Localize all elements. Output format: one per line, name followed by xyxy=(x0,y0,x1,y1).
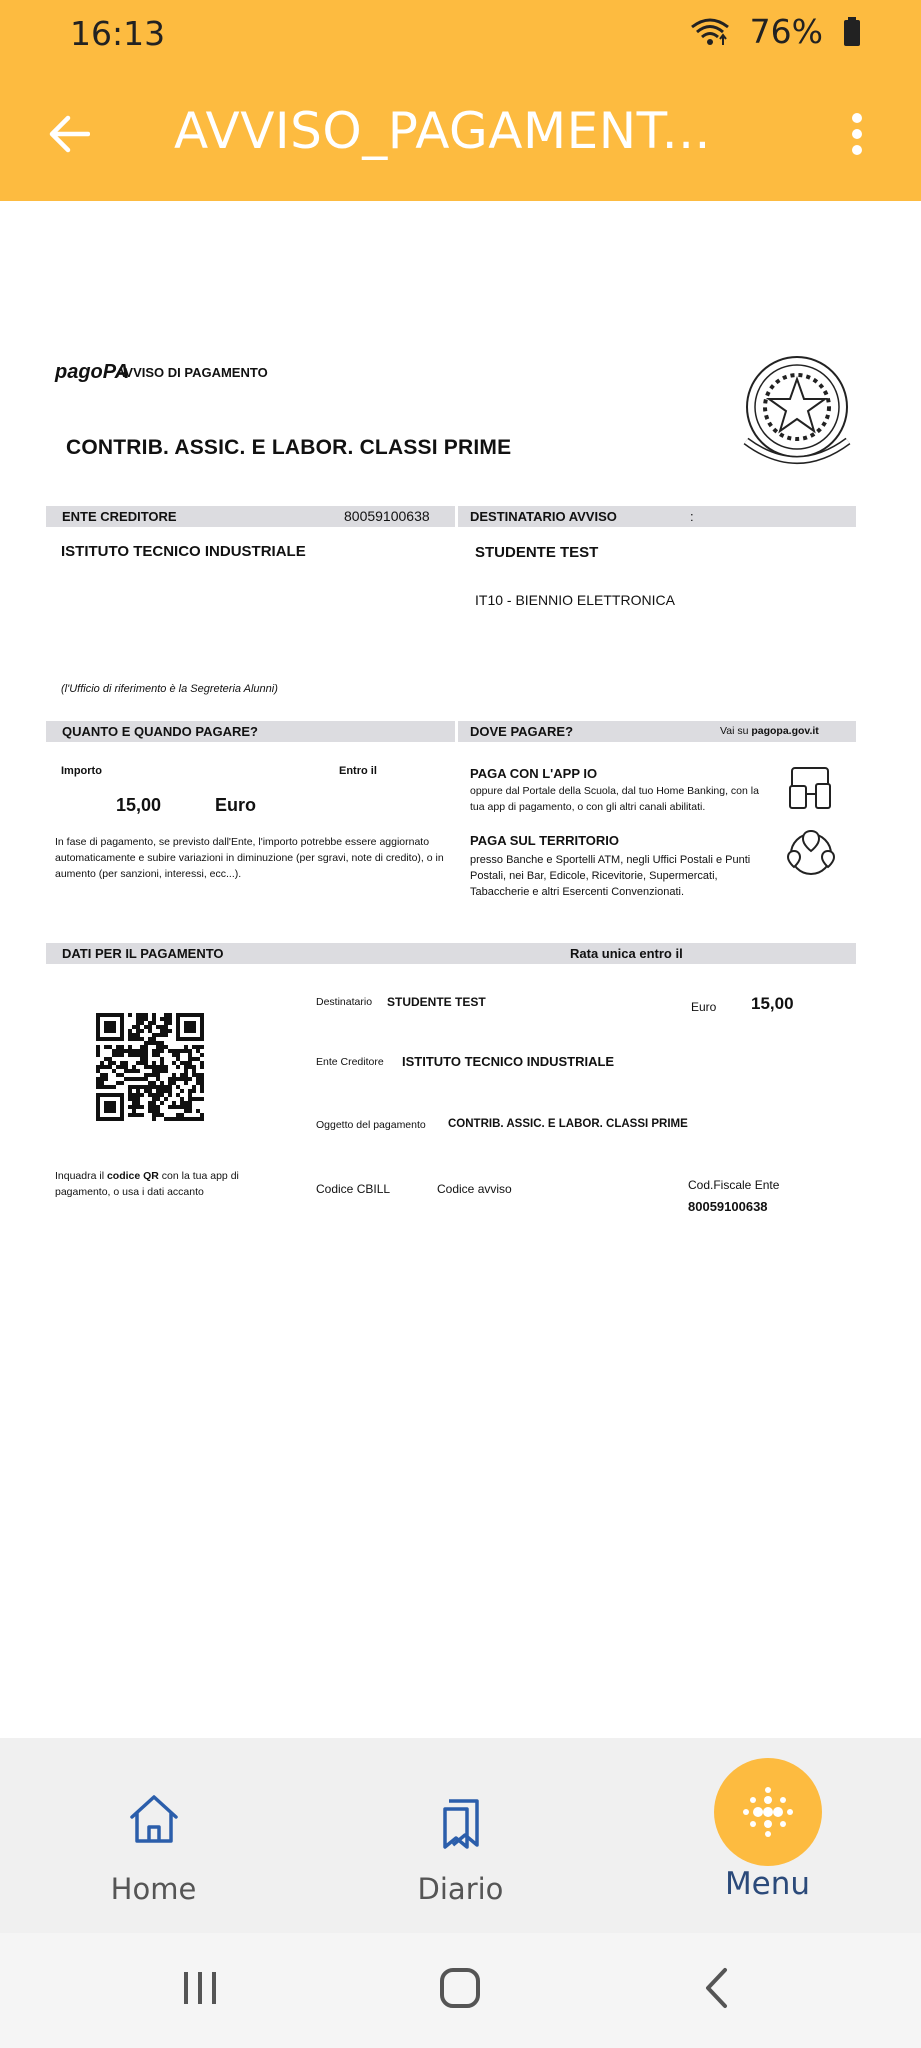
map-pins-icon xyxy=(784,827,838,881)
where-header: DOVE PAGARE? xyxy=(470,724,574,739)
menu-button[interactable] xyxy=(714,1758,822,1866)
how-much-bar xyxy=(46,721,455,742)
status-icons xyxy=(690,12,861,51)
bottom-navigation xyxy=(0,1738,921,1933)
home-icon xyxy=(119,1784,189,1854)
recipient-name: STUDENTE TEST xyxy=(475,544,599,561)
nav-menu[interactable] xyxy=(614,1738,921,1933)
wifi-icon xyxy=(690,15,730,49)
app-io-title: PAGA CON L'APP IO xyxy=(470,766,598,781)
more-options-button[interactable] xyxy=(837,106,877,162)
due-label: Entro il xyxy=(339,765,377,777)
territory-description: presso Banche e Sportelli ATM, negli Uffici Postali e Punti Postali, nei Bar, Edicole, Ricevitorie, Supermercati, Tabaccherie e altri Esercenti Convenzionati. xyxy=(470,854,751,898)
how-much-header: QUANTO E QUANDO PAGARE? xyxy=(62,724,258,739)
creditor-fiscal-code: 80059100638 xyxy=(344,508,430,524)
devices-icon xyxy=(786,764,834,812)
recipient-label: Destinatario xyxy=(316,996,373,1008)
creditor-label: Ente Creditore xyxy=(316,1056,384,1068)
nav-diario[interactable] xyxy=(307,1738,614,1933)
object-label: Oggetto del pagamento xyxy=(316,1119,426,1131)
creditor-name: ISTITUTO TECNICO INDUSTRIALE xyxy=(61,543,306,560)
creditor-value: ISTITUTO TECNICO INDUSTRIALE xyxy=(402,1054,615,1069)
cbill-label: Codice CBILL xyxy=(316,1182,391,1196)
nav-home-label: Home xyxy=(110,1872,197,1906)
italian-republic-emblem xyxy=(738,351,856,477)
page-title: AVVISO_PAGAMENT... xyxy=(174,102,711,160)
system-navigation-bar xyxy=(0,1933,921,2048)
object-value: CONTRIB. ASSIC. E LABOR. CLASSI PRIME xyxy=(448,1118,688,1130)
app-io-description: oppure dal Portale della Scuola, dal tuo Home Banking, con la tua app di pagamento, o con gli altri canali abilitati. xyxy=(470,785,759,813)
more-vertical-icon xyxy=(850,112,864,156)
notice-code-label: Codice avviso xyxy=(437,1182,512,1196)
fiscal-code-value: 80059100638 xyxy=(688,1199,768,1214)
payment-data-header: DATI PER IL PAGAMENTO xyxy=(62,946,224,961)
arrow-left-icon xyxy=(46,114,90,154)
amount-label: Importo xyxy=(61,765,102,777)
qr-modules xyxy=(96,1013,204,1121)
territory-title: PAGA SUL TERRITORIO xyxy=(470,833,620,848)
link-url[interactable]: pagopa.gov.it xyxy=(751,725,819,737)
battery-icon xyxy=(843,17,861,47)
fiscal-code-label: Cod.Fiscale Ente xyxy=(688,1178,780,1192)
recipient-header: DESTINATARIO AVVISO xyxy=(470,509,617,524)
recipient-separator: : xyxy=(690,509,694,524)
status-time: 16:13 xyxy=(70,14,166,53)
office-note: (l'Ufficio di riferimento è la Segreteria Alunni) xyxy=(61,683,278,695)
payment-data-bar xyxy=(46,943,856,964)
recents-icon xyxy=(180,1968,220,2008)
pagopa-logo: pagoPA xyxy=(55,361,130,383)
home-system-button[interactable] xyxy=(430,1963,490,2013)
installment-label: Rata unica entro il xyxy=(570,946,683,961)
creditor-bar xyxy=(46,506,455,527)
qr-text-2: con la tua app di pagamento, o usa i dati accanto xyxy=(55,1170,239,1198)
qr-instructions xyxy=(55,1168,270,1200)
where-bar xyxy=(458,721,856,742)
battery-percent: 76% xyxy=(749,12,823,51)
back-system-button[interactable] xyxy=(686,1963,746,2013)
amount-currency: Euro xyxy=(215,795,257,815)
notice-label: AVVISO DI PAGAMENTO xyxy=(116,365,268,380)
app-header xyxy=(0,0,921,201)
link-prefix: Vai su xyxy=(720,725,752,737)
recipient-bar xyxy=(458,506,856,527)
chevron-left-icon xyxy=(701,1967,731,2009)
amount-currency-label: Euro xyxy=(691,1000,717,1014)
payment-amount: 15,00 xyxy=(751,994,794,1013)
nav-diario-label: Diario xyxy=(417,1872,504,1906)
amount-note: In fase di pagamento, se previsto dall'Ente, l'importo potrebbe essere aggiornato automaticamente e subire variazioni in diminuzione (per sgravi, note di credito), o in aumento (per sanzioni, interessi, ecc...). xyxy=(55,836,444,880)
bookmarks-icon xyxy=(426,1784,496,1854)
pagopa-link[interactable] xyxy=(720,725,819,737)
qr-text-bold: codice QR xyxy=(106,1170,159,1182)
recipient-value: STUDENTE TEST xyxy=(387,995,486,1009)
grid-dots-icon xyxy=(738,1782,798,1842)
home-square-icon xyxy=(439,1967,481,2009)
qr-text-1: Inquadra il xyxy=(55,1170,107,1182)
qr-code[interactable] xyxy=(96,1013,204,1121)
back-button[interactable] xyxy=(40,106,96,162)
payment-notice-document[interactable] xyxy=(0,201,921,1738)
creditor-header: ENTE CREDITORE xyxy=(62,509,177,524)
recipient-class: IT10 - BIENNIO ELETTRONICA xyxy=(475,592,675,608)
amount-value: 15,00 xyxy=(116,795,162,815)
recents-button[interactable] xyxy=(170,1963,230,2013)
nav-home[interactable] xyxy=(0,1738,307,1933)
nav-menu-label: Menu xyxy=(724,1866,811,1902)
notice-title: CONTRIB. ASSIC. E LABOR. CLASSI PRIME xyxy=(66,436,512,459)
